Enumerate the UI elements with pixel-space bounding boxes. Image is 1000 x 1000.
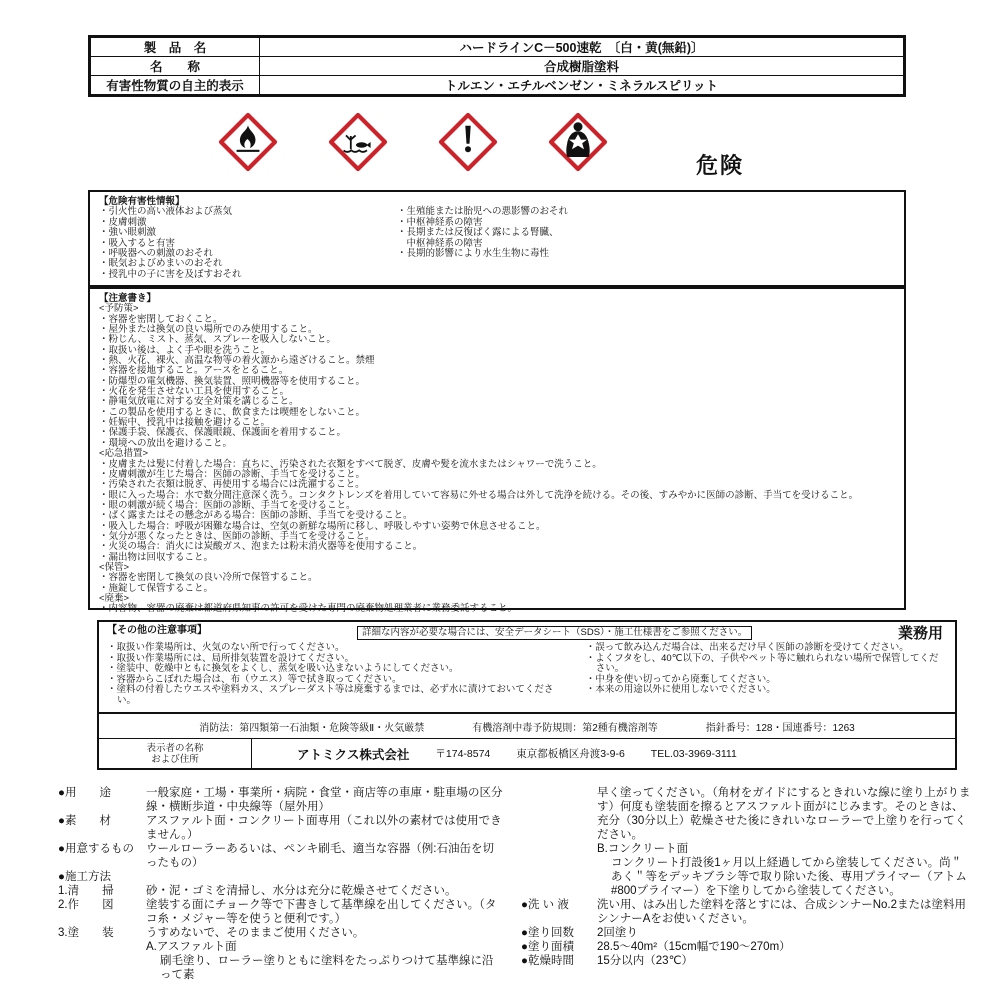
- usage-row-concrete-heading: B.コンクリート面: [597, 843, 689, 855]
- caution-line: ・施錠して保管すること。: [99, 582, 214, 594]
- other-note-item: ・誤って飲み込んだ場合は、出来るだけ早く医師の診断を受けてください。: [585, 642, 909, 653]
- caution-line: ・汚染された衣類は脱ぎ、再使用する場合には洗濯すること。: [99, 479, 365, 491]
- other-note-item: ・取扱い作業場所には、局所排気装置を設けてください。: [107, 652, 355, 664]
- organic-solvent-rule: 有機溶剤中毒予防規則：第2種有機溶剤等: [472, 722, 658, 734]
- ghs-environment-icon: [328, 112, 388, 172]
- guide-un-number: 指針番号：128・国連番号：1263: [705, 722, 855, 734]
- company-address: 東京都板橋区舟渡3-9-6: [516, 748, 625, 760]
- usage-row-painting: 3.塗 装 うすめないで、そのままご使用ください。: [58, 927, 365, 939]
- ghs-pictogram-strip: [88, 98, 906, 186]
- generic-name-row: [91, 56, 903, 75]
- company-phone: TEL.03-3969-3111: [650, 747, 737, 760]
- usage-row-method-heading: ●施工方法: [58, 871, 111, 883]
- caution-line: ・内容物、容器の廃棄は都道府県知事の許可を受けた専門の廃棄物処理業者に業務委託すること。: [99, 603, 518, 615]
- company-postal-code: 〒174-8574: [435, 748, 491, 760]
- other-notes-box: [97, 620, 957, 715]
- company-name: アトミクス株式会社: [297, 747, 410, 762]
- hazard-info-right-list: [397, 197, 637, 280]
- other-notes-right-list: [586, 643, 947, 707]
- caution-line: ・静電気放電に対する安全対策を講じること。: [99, 396, 299, 408]
- caution-line: ・火災の場合：消火には炭酸ガス、泡または粉末消火器等を使用すること。: [99, 541, 423, 553]
- usage-row-asphalt-continued: 早く塗ってください。（角材をガイドにするときれいな線に塗り上がります）何度も塗装面を擦るとアスファルト面がにじみます。そのときは、充分（30分以上）乾燥させた後にきれいなローラーで上塗りを行ってください。: [597, 787, 971, 841]
- other-note-item: ・塗装中、乾燥中ともに換気をよくし、蒸気を吸い込まないようにしてください。: [107, 663, 459, 675]
- other-notes-left-list: [107, 643, 586, 707]
- hazard-item: 中枢神経系の障害: [397, 237, 483, 249]
- caution-line: ・取扱い後は、よく手や眼を洗うこと。: [99, 344, 271, 356]
- caution-list: [99, 304, 895, 614]
- generic-name-value: 合成樹脂塗料: [543, 60, 619, 74]
- usage-row-concrete-text: コンクリート打設後1ヶ月以上経過してから塗装してください。尚＂あく＂等をデッキブラシ等で取り除いた後、専用プライマー（アトム#800プライマー）を下塗りしてから塗装してください。: [611, 857, 967, 897]
- caution-line: <廃棄>: [99, 592, 130, 604]
- usage-left-column: [58, 786, 503, 982]
- ghs-health-hazard-icon: [548, 112, 608, 172]
- hazard-item: ・長期または反復ばく露による腎臓、: [397, 227, 559, 239]
- caution-box: [88, 287, 906, 615]
- other-note-item: ・中身を使い切ってから廃棄してください。: [585, 673, 776, 685]
- usage-row-coverage: ●塗り面積 28.5～40m²（15cm幅で190～270m）: [521, 941, 791, 953]
- other-note-item: ・本来の用途以外に使用しないでください。: [585, 684, 776, 696]
- ghs-flame-icon: [218, 112, 278, 172]
- hazard-item: ・呼吸器への刺激のおそれ: [99, 248, 214, 260]
- caution-title: 【注意書き】: [99, 293, 157, 304]
- hazard-item: ・引火性の高い液体および蒸気: [99, 206, 233, 218]
- caution-line: ・気分が悪くなったときは、医師の診断、手当てを受けること。: [99, 530, 375, 542]
- caution-line: ・眼に入った場合：水で数分間注意深く洗う。コンタクトレンズを着用していて容易に外せる場合は外して洗浄を続ける。その後、すみやかに医師の診断、手当てを受けること。: [99, 489, 859, 501]
- usage-row-material: ●素 材 アスファルト面・コンクリート面専用（これ以外の素材では使用できません。）: [58, 815, 502, 841]
- caution-line: ・容器を接地すること。アースをとること。: [99, 365, 289, 377]
- hazard-substance-value: トルエン・エチルベンゼン・ミネラルスピリット: [444, 79, 719, 93]
- caution-line: ・眼の刺激が続く場合：医師の診断、手当てを受けること。: [99, 499, 356, 511]
- usage-row-tools: ●用意するもの ウールローラーあるいは、ペンキ刷毛、適当な容器（例:石油缶を切ったもの）: [58, 843, 494, 869]
- caution-line: ・火花を発生させない工具を使用すること。: [99, 386, 290, 398]
- caution-line: <予防策>: [99, 303, 139, 315]
- hazard-item: ・皮膚刺激: [99, 216, 147, 228]
- regulation-company-box: [97, 712, 957, 770]
- usage-row-coats: ●塗り回数 2回塗り: [521, 927, 638, 939]
- product-header-table: [88, 35, 906, 97]
- caution-line: ・環境への放出を避けること。: [99, 437, 233, 449]
- usage-row-drying-time: ●乾燥時間 15分以内（23℃）: [521, 955, 693, 967]
- caution-line: ・粉じん、ミスト、蒸気、スプレーを吸入しないこと。: [99, 334, 336, 346]
- other-note-item: ・取扱い作業場所は、火気のない所で行ってください。: [107, 642, 345, 653]
- hazard-item: ・授乳中の子に害を及ぼすおそれ: [99, 268, 242, 280]
- generic-name-label: 名 称: [91, 57, 260, 75]
- signal-word-danger: 危険: [696, 153, 745, 178]
- hazard-item: ・強い眼刺激: [99, 227, 157, 239]
- regulation-row: [99, 714, 955, 739]
- hazard-info-title: 【危険有害性情報】: [99, 196, 185, 207]
- caution-line: ・容器を密閉して換気の良い冷所で保管すること。: [99, 572, 318, 584]
- caution-line: ・皮膚刺激が生じた場合：医師の診断、手当てを受けること。: [99, 468, 366, 480]
- usage-row-drawing: 2.作 図 塗装する面にチョーク等で下書きして基準線を出してください。（タコ糸・メジャー等を使うと便利です。）: [58, 899, 497, 925]
- product-name-label: 製 品 名: [91, 38, 260, 56]
- other-notes-title: 【その他の注意事項】: [107, 625, 207, 636]
- hazard-substance-label: 有害性物質の自主的表示: [91, 76, 260, 94]
- caution-line: ・屋外または換気の良い場所でのみ使用すること。: [99, 324, 318, 336]
- caution-line: ・皮膚または髪に付着した場合：直ちに、汚染された衣類をすべて脱ぎ、皮膚や髪を流水またはシャワーで洗うこと。: [99, 458, 602, 470]
- usage-instructions: [58, 786, 973, 982]
- hazard-item: ・中枢神経系の障害: [397, 216, 483, 228]
- caution-line: <応急措置>: [99, 448, 149, 460]
- company-row: [99, 739, 955, 768]
- business-use-tag: 業務用: [897, 625, 943, 642]
- hazard-item: ・生殖能または胎児への悪影響のおそれ: [397, 206, 569, 218]
- usage-right-column: [521, 786, 973, 982]
- hazard-info-box: [88, 190, 906, 287]
- caution-line: ・ばく露またはその懸念がある場合：医師の診断、手当てを受けること。: [99, 510, 413, 522]
- caution-line: ・熱、火花、裸火、高温な物等の着火源から遠ざけること。禁煙: [99, 355, 375, 367]
- usage-row-application: ●用 途 一般家庭・工場・事業所・病院・食堂・商店等の車庫・駐車場の区分線・横断歩道・中央線等（屋外用）: [58, 787, 503, 813]
- hazard-item: ・長期的影響により水生生物に毒性: [397, 248, 550, 260]
- usage-row-cleaning: 1.清 掃 砂・泥・ゴミを清掃し、水分は充分に乾燥させてください。: [58, 885, 457, 897]
- ghs-exclamation-icon: [438, 112, 498, 172]
- other-note-item: ・よくフタをし、40℃以下の、子供やペット等に触れられない場所で保管してください。: [585, 652, 939, 675]
- other-note-item: ・塗料の付着したウエスや塗料カス、スプレーダスト等は廃棄するまでは、必ず水に漬けておいてください。: [107, 684, 554, 706]
- caution-line: ・この製品を使用するときに、飲食または喫煙をしないこと。: [99, 406, 366, 418]
- usage-row-asphalt-text: 刷毛塗り、ローラー塗りともに塗料をたっぷりつけて基準線に沿って素: [160, 955, 494, 981]
- caution-line: ・妊娠中、授乳中は接触を避けること。: [99, 417, 271, 429]
- other-note-item: ・容器からこぼれた場合は、布（ウエス）等で拭き取ってください。: [107, 673, 402, 685]
- company-label: 表示者の名称 および住所: [99, 739, 252, 768]
- fire-service-law: 消防法：第四類第一石油類・危険等級Ⅱ・火気厳禁: [199, 722, 425, 734]
- caution-line: ・保護手袋、保護衣、保護眼鏡、保護面を着用すること。: [99, 427, 347, 439]
- product-name-row: [91, 38, 903, 56]
- caution-line: ・容器を密閉しておくこと。: [99, 313, 223, 325]
- sds-reference-note: 詳細な内容が必要な場合には、安全データシート（SDS）・施工仕様書をご参照ください。: [357, 626, 752, 640]
- caution-line: ・吸入した場合：呼吸が困難な場合は、空気の新鮮な場所に移し、呼吸しやすい姿勢で休息させること。: [99, 520, 546, 532]
- hazard-info-left-list: [99, 207, 397, 280]
- hazard-item: ・吸入すると有害: [99, 237, 176, 249]
- caution-line: ・漏出物は回収すること。: [99, 551, 214, 563]
- caution-line: <保管>: [99, 561, 130, 573]
- usage-row-washing: ●洗 い 液 洗い用、はみ出した塗料を落とすには、合成シンナーNo.2または塗料用シンナーAをお使いください。: [521, 899, 967, 925]
- usage-row-asphalt-heading: A.アスファルト面: [146, 941, 237, 953]
- product-name-value: ハードラインC－500速乾 〔白・黄(無鉛)〕: [459, 41, 704, 55]
- company-info: [252, 739, 955, 768]
- other-notes-header: [107, 626, 947, 642]
- caution-line: ・防爆型の電気機器、換気装置、照明機器等を使用すること。: [99, 375, 366, 387]
- hazard-substance-row: [91, 75, 903, 94]
- hazard-item: ・眠気およびめまいのおそれ: [99, 258, 223, 270]
